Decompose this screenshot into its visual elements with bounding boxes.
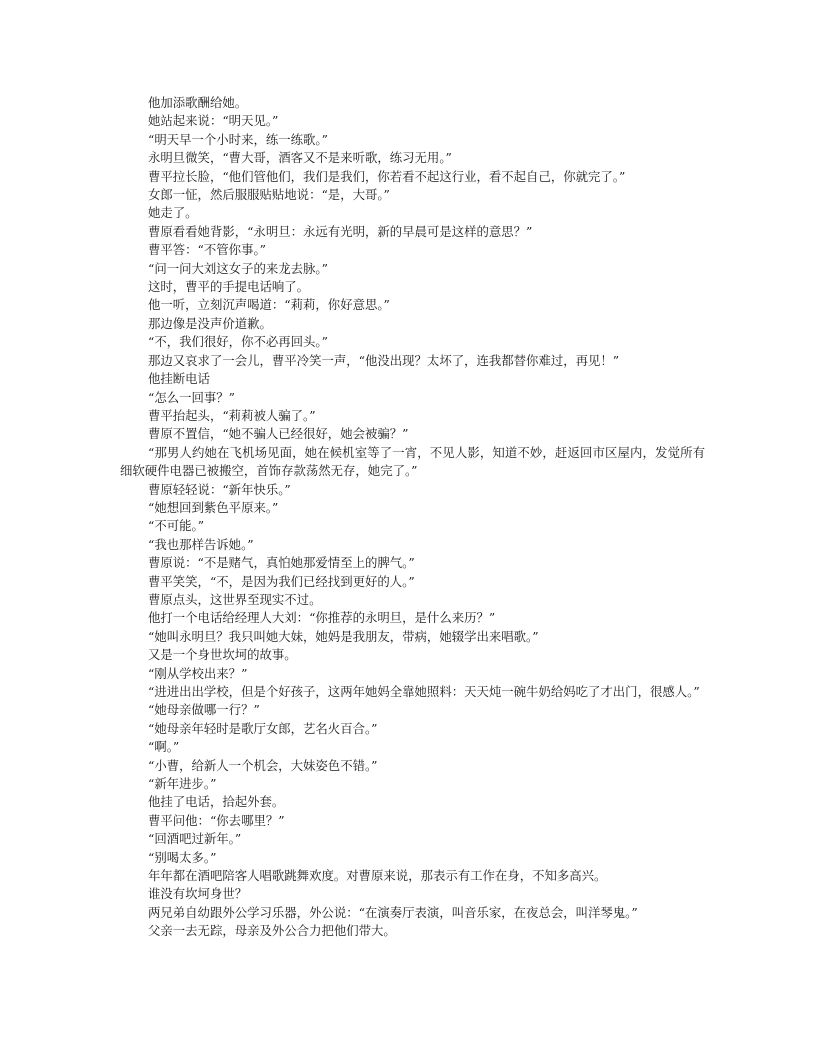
paragraph: “她母亲年轻时是歌厅女郎，艺名火百合。” [148, 720, 378, 736]
paragraph: “别喝太多。” [148, 849, 217, 865]
paragraph: 谁没有坎坷身世？ [148, 886, 248, 902]
paragraph: “啊。” [148, 739, 180, 755]
paragraph: 那边像是没声价道歉。 [148, 315, 272, 331]
paragraph: 年年都在酒吧陪客人唱歌跳舞欢度。对曹原来说，那表示有工作在身，不知多高兴。 [148, 868, 607, 884]
paragraph: 曹原点头，这世界至现实不过。 [148, 591, 322, 607]
paragraph: “进进出出学校，但是个好孩子，这两年她妈全靠她照料：天天炖一碗牛奶给妈吃了才出门，很感人。” [148, 684, 700, 699]
paragraph: 又是一个身世坎坷的故事。 [148, 647, 297, 663]
paragraph: 曹原不置信，“她不骗人已经很好，她会被骗？” [148, 426, 409, 442]
paragraph: 曹平问他：“你去哪里？” [148, 812, 285, 828]
paragraph: 他挂了电话，拾起外套。 [148, 794, 285, 810]
paragraph: “不，我们很好，你不必再回头。” [148, 334, 328, 350]
paragraph: 曹平笑笑，“不，是因为我们已经找到更好的人。” [148, 573, 415, 589]
paragraph: 女郎一怔，然后服服贴贴地说：“是，大哥。” [148, 187, 390, 203]
paragraph: 永明旦微笑，“曹大哥，酒客又不是来听歌，练习无用。” [148, 150, 452, 166]
paragraph: 他挂断电话 [148, 371, 210, 387]
paragraph: “问一问大刘这女子的来龙去脉。” [148, 260, 328, 276]
paragraph: 曹原说：“不是赌气，真怕她那爱情至上的脾气。” [148, 555, 415, 571]
paragraph: “我也那样告诉她。” [148, 536, 254, 552]
paragraph: 那边又哀求了一会儿，曹平冷笑一声，“他没出现？太坏了，连我都替你难过，再见！” [148, 352, 620, 368]
paragraph: 两兄弟自幼跟外公学习乐器，外公说：“在演奏厅表演，叫音乐家，在夜总会，叫洋琴鬼。” [148, 904, 638, 920]
paragraph: 曹原轻轻说：“新年快乐。” [148, 481, 291, 497]
paragraph: 曹平拉长脸，“他们管他们，我们是我们，你若看不起这行业，看不起自己，你就完了。” [148, 168, 626, 184]
paragraph: “她母亲做哪一行？” [148, 702, 260, 718]
paragraph: 父亲一去无踪，母亲及外公合力把他们带大。 [148, 923, 396, 939]
paragraph: “新年进步。” [148, 776, 217, 792]
body-text [120, 94, 705, 941]
paragraph: “回酒吧过新年。” [148, 831, 242, 847]
paragraph: 她站起来说：“明天见。” [148, 113, 279, 129]
paragraph: “她叫永明旦？我只叫她大妹，她妈是我朋友，带病，她辍学出来唱歌。” [148, 628, 539, 644]
paragraph: “那男人约她在飞机场见面，她在候机室等了一宵，不见人影，知道不妙，赶返回市区屋内，发觉所有细软硬件电器已被搬空，首饰存款荡然无存，她完了。” [120, 444, 705, 479]
paragraph: 她走了。 [148, 205, 198, 221]
paragraph: 曹平答：“不管你事。” [148, 242, 266, 258]
paragraph: “刚从学校出来？” [148, 665, 248, 681]
paragraph: 曹原看看她背影，“永明旦：永远有光明，新的早晨可是这样的意思？” [148, 223, 533, 239]
paragraph: 他加添歌酬给她。 [148, 95, 248, 110]
paragraph: 这时，曹平的手提电话响了。 [148, 279, 310, 295]
paragraph: “明天早一个小时来，练一练歌。” [148, 131, 328, 147]
paragraph: “她想回到紫色平原来。” [148, 499, 279, 515]
paragraph: 他打一个电话给经理人大刘：“你推荐的永明旦，是什么来历？” [148, 610, 496, 626]
paragraph: “小曹，给新人一个机会，大妹姿色不错。” [148, 757, 378, 773]
paragraph: “不可能。” [148, 518, 205, 534]
paragraph: “怎么一回事？” [148, 389, 236, 405]
paragraph: 曹平抬起头，“莉莉被人骗了。” [148, 407, 316, 423]
paragraph: 他一听，立刻沉声喝道：“莉莉，你好意思。” [148, 297, 390, 313]
